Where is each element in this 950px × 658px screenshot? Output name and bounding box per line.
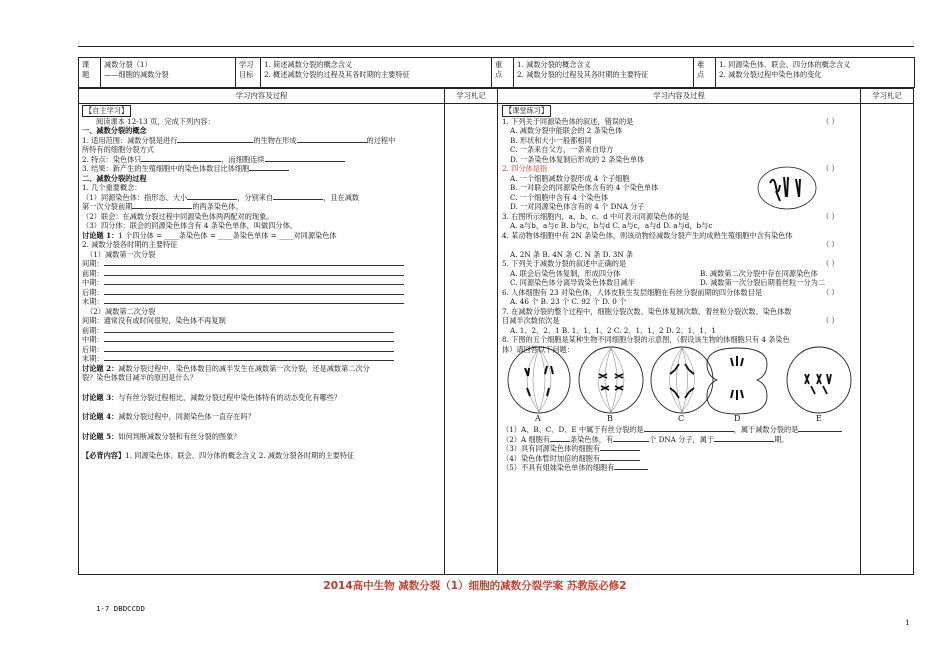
discussion-2: 讨论题 2：减数分裂过程中，染色体数目的减半发生在减数第一次分裂，还是减数第二次分 — [82, 363, 370, 373]
m2-anaphase: 后期： — [82, 345, 442, 355]
meiosis-1-title: （1）减数第一次分裂 — [86, 249, 156, 259]
document-title: 2014高中生物 减数分裂（1）细胞的减数分裂学案 苏教版必修2 — [323, 580, 627, 592]
column-header-content-right: 学习内容及过程 — [497, 88, 861, 104]
question-7-cont: 目减半次数依次是 （ ） — [502, 316, 839, 325]
m1-metaphase: 中期： — [82, 278, 442, 288]
goal-label: 学习 目标 — [236, 58, 261, 88]
discussion-1: 讨论题 1：1 个四分体 = ____条染色体 = ____条染色单体 = ____对同源染色体 — [82, 230, 337, 240]
course-title: 减数分裂（1） ——细胞的减数分裂 — [101, 58, 236, 88]
q8-answer-4: （4）染色体暂时加倍的细胞有 — [502, 454, 858, 464]
header-table — [78, 57, 915, 88]
question-8-cont: 体）请回答以下问题： — [502, 344, 574, 354]
self-study-tag: 【自主学习】 — [82, 105, 131, 117]
cell-label-b: B — [607, 414, 613, 423]
s2-concept-homolog: （1）同源染色体：指形态、大小 ，分别来自 ，且在减数 — [82, 192, 360, 202]
q8-answer-2: （2）A 细胞有 条染色体，有 个 DNA 分子，属于 期。 — [502, 434, 789, 444]
question-2: 2. 四分体是指 （ ） — [502, 164, 839, 173]
q5-options-cd: C. 同源染色体分离导致染色体数目减半 D. 减数第一次分裂后期着丝粒一分为二 — [510, 278, 826, 287]
m2-prophase: 前期： — [82, 326, 442, 336]
top-rule — [78, 46, 914, 47]
q3-cell-figure — [756, 165, 818, 211]
cell-e-diagram — [787, 347, 851, 413]
s2-concept-synapsis: （2）联会：在减数分裂过程中同源染色体两两配对的现象。 — [82, 211, 274, 221]
q5-options-ab: A. 联会后染色体复制，形成四分体 B. 减数第二次分裂中存在同源染色体 — [510, 268, 818, 278]
s2-concept-tetrad: （3）四分体：联会的同源染色体含有 4 条染色单体，叫做四分体。 — [82, 221, 297, 230]
q8-answer-1: （1）A、B、C、D、E 中属于有丝分裂的是 ，属于减数分裂的是 — [502, 425, 858, 435]
s1-item-1-cont: 所特有的细胞分裂方式 — [82, 145, 154, 154]
m1-interphase: 间期： — [82, 259, 442, 269]
section-1-title: 一、减数分裂的概念 — [82, 126, 147, 135]
q2-option-c: C. 一个细胞中含有 4 个染色体 — [510, 192, 609, 202]
question-3: 3. 右图所示细胞内，a、b、c、d 中可表示同源染色体的是 （ ） — [502, 211, 839, 221]
q2-option-a: A. 一个细胞减数分裂形成 4 个子细胞 — [510, 173, 630, 183]
question-1: 1. 下列关于同源染色体的叙述，错误的是 （ ） — [502, 116, 839, 126]
q3-options: A. a与b，a与c B. b与c，b与d C. a与c，a与d D. a与d，b与c — [510, 221, 713, 230]
question-7: 7. 在减数分裂的整个过程中，细胞分裂次数、染色体复制次数、着丝粒分裂次数、染色体数 — [502, 306, 792, 316]
course-label: 课 题 — [79, 58, 101, 88]
cell-b-diagram — [579, 347, 643, 413]
s2-item-2: 2. 减数分裂各时期的主要特征 — [82, 240, 178, 249]
q8-answer-3: （3）具有同源染色体的细胞有 — [502, 444, 858, 454]
q4-paren: （ ） — [822, 240, 839, 249]
cell-label-e: E — [816, 414, 822, 423]
m2-telophase: 末期： — [82, 354, 442, 364]
question-4: 4. 某动物体细胞中有 2N 条染色体，则该动物经减数分裂产生的成熟生殖细胞中含有染色体 — [502, 230, 793, 240]
right-content — [502, 105, 858, 354]
key-points: 1. 减数分裂的概念含义 2. 减数分裂的过程及其各时期的主要特征 — [514, 58, 694, 88]
s2-item-1: 1. 几个重要概念： — [82, 183, 142, 192]
q8-cells-figure — [505, 344, 855, 424]
column-header-notes-left: 学习札记 — [444, 88, 498, 104]
q2-option-d: D. 一对同源染色体含有的 4 个 DNA 分子 — [510, 202, 645, 211]
left-content — [82, 105, 442, 461]
s1-item-1: 1. 适用范围：减数分裂是进行 的生物在形成 的过程中 — [82, 135, 396, 145]
q2-option-b: B. 一对联会的同源染色体含有的 4 个染色单体 — [510, 183, 659, 192]
section-2-title: 二、减数分裂的过程 — [82, 173, 147, 183]
q8-answers — [502, 425, 858, 473]
class-practice-tag: 【课堂练习】 — [502, 105, 551, 117]
column-header-notes-right: 学习札记 — [860, 88, 914, 104]
cell-c-diagram — [651, 347, 713, 413]
s1-item-2: 2. 特点：染色体只 ，而细胞连续 — [82, 155, 442, 165]
m2-metaphase: 中期： — [82, 335, 442, 345]
cell-label-c: C — [678, 414, 685, 423]
learning-goals: 1. 简述减数分裂的概念含义 2. 概述减数分裂的过程及其各时期的主要特征 — [261, 58, 492, 88]
difficulty-label: 难 点 — [694, 58, 716, 88]
q4-options: A. 2N 条 B. 4N 条 C. N 条 D. 3N 条 — [510, 249, 634, 259]
q1-option-a: A. 减数分裂中能联会的 2 条染色体 — [510, 126, 623, 135]
key-label: 重 点 — [492, 58, 514, 88]
cell-d-diagram — [707, 348, 767, 414]
s1-item-3: 3. 结果：新产生的生殖细胞中的染色体数目比体细胞 — [82, 164, 442, 174]
cell-label-d: D — [734, 414, 741, 423]
m1-telophase: 末期： — [82, 297, 442, 307]
right-notes-panel — [860, 103, 914, 575]
q7-options: A. 1、2、2、1 B. 1、1、1、2 C. 2、1、1、2 D. 2、1、1、1 — [510, 325, 716, 335]
meiosis-2-title: （2）减数第二次分裂 — [86, 306, 156, 316]
q1-option-d: D. 一条染色体复制后形成的 2 条染色单体 — [510, 154, 645, 164]
m2-interphase: 间期：通常没有或时间很短，染色体不再复制 — [82, 316, 226, 325]
discussion-4: 讨论题 4：减数分裂过程中，同源染色体一直存在吗？ — [82, 412, 255, 421]
page-number: 1 — [905, 618, 910, 627]
question-8: 8. 下图的五个细胞是某种生物不同细胞分裂的示意图，（假设该生物的体细胞只有 4 条染色 — [502, 335, 790, 344]
column-header-content-left: 学习内容及过程 — [78, 88, 445, 104]
discussion-2-cont: 裂？染色体数目减半的原因是什么？ — [82, 373, 198, 382]
must-memorize: 【必背内容】1. 同源染色体、联会、四分体的概念含义 2. 减数分裂各时期的主要特征 — [82, 451, 355, 460]
discussion-3: 讨论题 3：与有丝分裂过程相比，减数分裂过程中染色体特有的动态变化有哪些？ — [82, 392, 342, 402]
cell-a-diagram — [508, 347, 570, 413]
q1-option-b: B. 形状和大小一般都相同 — [510, 135, 592, 145]
s2-concept-homolog-cont: 第一次分裂前期 的两条染色体。 — [82, 202, 243, 211]
difficult-points: 1. 同源染色体、联会、四分体的概念含义 2. 减数分裂过程中染色体的变化 — [716, 58, 915, 88]
q1-option-c: C. 一条来自父方，一条来自母方 — [510, 145, 614, 154]
m1-anaphase: 后期： — [82, 288, 442, 298]
m1-prophase: 前期： — [82, 269, 442, 279]
answer-key: 1-7 DBDCCDD — [96, 604, 145, 613]
reading-instruction: 阅读课本 12-13 页，完成下列内容： — [96, 116, 215, 126]
left-notes-panel — [444, 103, 498, 575]
q8-answer-5: （5）不具有姐妹染色单体的细胞有 — [502, 463, 858, 473]
question-5: 5. 下列关于减数分裂的叙述中正确的是 （ ） — [502, 259, 839, 268]
cell-label-a: A — [535, 414, 541, 423]
question-6: 6. 人体细胞有 23 对染色体，人体皮肤生发层细胞在有丝分裂前期的四分体数目是 （ ） — [502, 287, 839, 297]
discussion-5: 讨论题 5：如何判断减数分裂和有丝分裂的图象？ — [82, 431, 241, 441]
q6-options: A. 46 个 B. 23 个 C. 92 个 D. 0 个 — [510, 297, 627, 306]
